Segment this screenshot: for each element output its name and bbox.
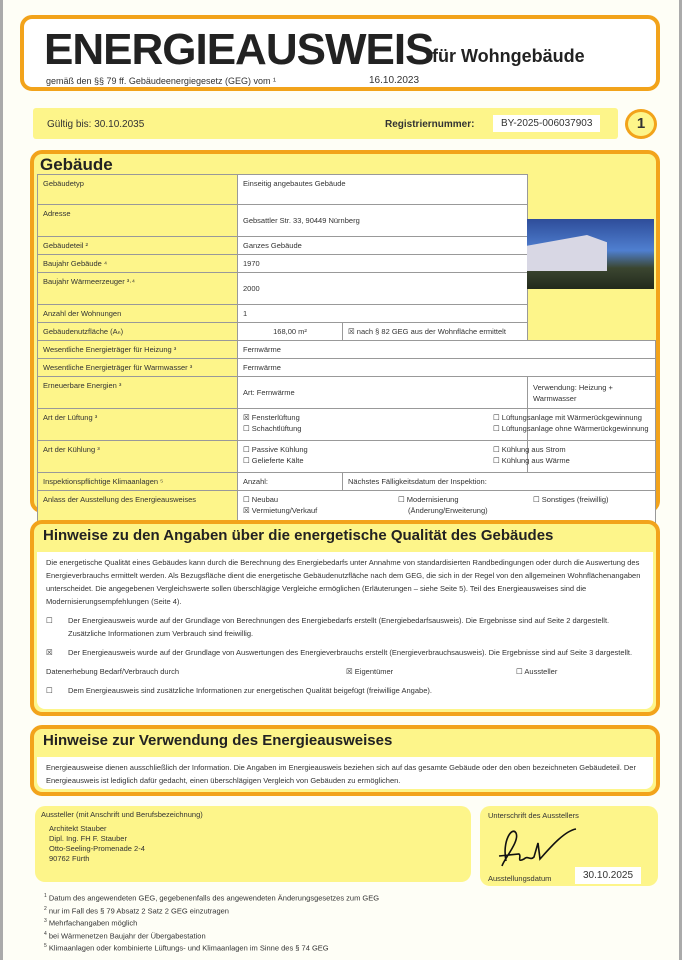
table-row [38,409,656,441]
option-note: (Änderung/Erweiterung) [408,506,488,515]
checkbox[interactable]: ☒ [46,648,53,657]
checkbox-option[interactable]: ☐ Gelieferte Kälte [243,456,304,465]
signature-label: Unterschrift des Ausstellers [488,811,579,820]
title-box [20,15,660,91]
row-label: Wesentliche Energieträger für Heizung ³ [38,341,238,359]
data-collection-label: Datenerhebung Bedarf/Verbrauch durch [46,667,180,676]
building-section [30,150,660,513]
signature-image [494,821,584,871]
table-row [38,359,656,377]
footnote: $^1$ Datum des angewendeten GEG, gegebenenfalls des angewendeten Änderungsgesetzes zum GEG [44,893,380,903]
checkbox[interactable]: ☐ [46,686,53,695]
checkbox-option[interactable]: ☐ Modernisierung [398,495,459,504]
issuer-line: Dipl. Ing. FH F. Stauber [49,834,127,843]
row-options [238,409,528,441]
issuer-line: Architekt Stauber [49,824,107,833]
checkbox-option[interactable]: ☐ Lüftungsanlage mit Wärmerückgewinnung [493,413,642,422]
row-options [238,441,528,473]
row-extra: Verwendung: Heizung + Warmwasser [528,377,656,409]
row-label: Gebäudeteil ² [38,237,238,255]
row-options [493,441,656,473]
footnote: $^3$ Mehrfachangaben möglich [44,918,138,928]
row-label: Inspektionspflichtige Klimaanlagen ⁵ [38,473,238,491]
row-value: 2000 [238,273,528,305]
usage-text: Energieausweise dienen ausschließlich der Information. Die Angaben im Energieausweis beziehen sich auf das gesamte Gebäude oder den oben bezeichneten Gebäudeteil. Der Energieausweis ist lediglich dafür gedacht, einen überschlägigen Vergleich von Gebäuden zu ermöglichen. [37,757,653,789]
checkbox-option[interactable]: ☐ Sonstiges (freiwillig) [533,495,609,504]
row-value: Gebsattler Str. 33, 90449 Nürnberg [238,205,528,237]
table-row [38,441,656,473]
row-label: Baujahr Gebäude ⁴ [38,255,238,273]
checkbox-option[interactable]: ☐ Lüftungsanlage ohne Wärmerückgewinnung [493,424,649,433]
row-extra: ☒ nach § 82 GEG aus der Wohnfläche ermittelt [343,323,528,341]
row-extra: Nächstes Fälligkeitsdatum der Inspektion: [343,473,656,491]
row-value: Anzahl: [238,473,343,491]
footnote: $^5$ Klimaanlagen oder kombinierte Lüftungs- und Klimaanlagen im Sinne des § 74 GEG [44,943,329,953]
row-value: Ganzes Gebäude [238,237,528,255]
row-label: Wesentliche Energieträger für Warmwasser ³ [38,359,238,377]
row-label: Erneuerbare Energien ³ [38,377,238,409]
signature-box [480,806,658,886]
checkbox-option[interactable]: ☐ Schachtlüftung [243,424,302,433]
issuer-box [35,806,471,882]
checkbox-option[interactable]: ☐ Kühlung aus Strom [493,445,566,454]
checkbox-option[interactable]: ☐ Passive Kühlung [243,445,308,454]
table-row [38,473,656,491]
issuer-label: Aussteller (mit Anschrift und Berufsbezeichnung) [41,810,203,819]
table-row [38,377,656,409]
table-row [38,341,656,359]
issuer-line: Otto-Seeling-Promenade 2-4 [49,844,145,853]
usage-hints-section [30,725,660,796]
table-row [38,491,656,523]
row-value: Art: Fernwärme [238,377,528,409]
building-photo [527,219,654,289]
row-options [238,491,656,523]
row-value: 1970 [238,255,528,273]
doc-subtitle: für Wohngebäude [432,46,585,66]
footnote: $^4$ bei Wärmenetzen Baujahr der Übergabestation [44,930,206,940]
doc-title: ENERGIEAUSWEIS [44,25,434,74]
row-label: Baujahr Wärmeerzeuger ³·⁴ [38,273,238,305]
row-label: Anzahl der Wohnungen [38,305,238,323]
row-label: Gebäudetyp [38,175,238,205]
option-text: Dem Energieausweis sind zusätzliche Informationen zur energetischen Qualität beigefügt (freiwillige Angabe). [68,686,432,695]
reg-number: BY-2025-006037903 [493,115,600,132]
row-value: 1 [238,305,528,323]
page-edge-left [0,0,3,960]
table-row [38,175,656,205]
page-number-badge: 1 [625,109,657,139]
footnotes [44,891,379,954]
checkbox-option[interactable]: ☐ Neubau [243,495,279,504]
law-reference: gemäß den §§ 79 ff. Gebäudeenergiegesetz (GEG) vom ¹ [46,76,276,86]
section-title: Gebäude [40,155,113,174]
section-title: Hinweise zur Verwendung des Energieausweises [43,732,393,749]
reg-label: Registriernummer: [385,119,475,130]
row-label: Art der Lüftung ³ [38,409,238,441]
row-label: Gebäudenutzfläche (Aₙ) [38,323,238,341]
checkbox-issuer[interactable]: ☐ Aussteller [516,667,558,676]
row-options [493,409,656,441]
checkbox[interactable]: ☐ [46,616,53,625]
row-label: Art der Kühlung ³ [38,441,238,473]
section-title: Hinweise zu den Angaben über die energetische Qualität des Gebäudes [43,527,554,544]
checkbox-option[interactable]: ☒ Vermietung/Verkauf [243,506,318,515]
option-text: Der Energieausweis wurde auf der Grundlage von Auswertungen des Energieverbrauchs erstellt (Energieverbrauchsausweis). Die Ergebnisse sind auf Seite 3 dargestellt. [68,648,633,657]
checkbox-option[interactable]: ☒ Fensterlüftung [243,413,300,422]
law-date: 16.10.2023 [369,75,420,86]
house-image [527,235,607,271]
row-label: Anlass der Ausstellung des Energieausweises [38,491,238,523]
intro-text: Die energetische Qualität eines Gebäudes kann durch die Berechnung des Energiebedarfs unter Annahme von standardisierten Randbedingungen oder durch die Auswertung des Energieverbrauchs ermittelt werden. Als Bezugsfläche dient die energetische Gebäudenutzfläche nach dem GEG, die sich in der Regel von den allgemeinen Wohnflächenangaben unterscheidet. Die angegebenen Vergleichswerte sollen überschlägige Vergleiche ermöglichen (Erläuterungen – siehe Seite 5). Teil des Energieausweises sind die Modernisierungsempfehlungen (Seite 4). [46,558,641,606]
row-value: Fernwärme [238,359,656,377]
issue-date: 30.10.2025 [575,867,641,884]
issuer-line: 90762 Fürth [49,854,90,863]
row-label: Adresse [38,205,238,237]
row-value: 168,00 m² [238,323,343,341]
checkbox-owner[interactable]: ☒ Eigentümer [346,667,394,676]
quality-hints-section [30,520,660,716]
validity-bar [33,108,618,139]
valid-until: Gültig bis: 30.10.2035 [47,119,145,130]
option-text: Der Energieausweis wurde auf der Grundlage von Berechnungen des Energiebedarfs erstellt (Energiebedarfsausweis). Die Ergebnisse sind auf Seite 2 dargestellt. Zusätzliche Informationen zum Verbrauch sind freiwillig. [68,616,610,638]
row-value: Einseitig angebautes Gebäude [238,175,528,205]
row-value: Fernwärme [238,341,656,359]
checkbox-option[interactable]: ☐ Kühlung aus Wärme [493,456,570,465]
issue-date-label: Ausstellungsdatum [488,874,552,883]
footnote: $^2$ nur im Fall des § 79 Absatz 2 Satz 2 GEG einzutragen [44,905,229,915]
